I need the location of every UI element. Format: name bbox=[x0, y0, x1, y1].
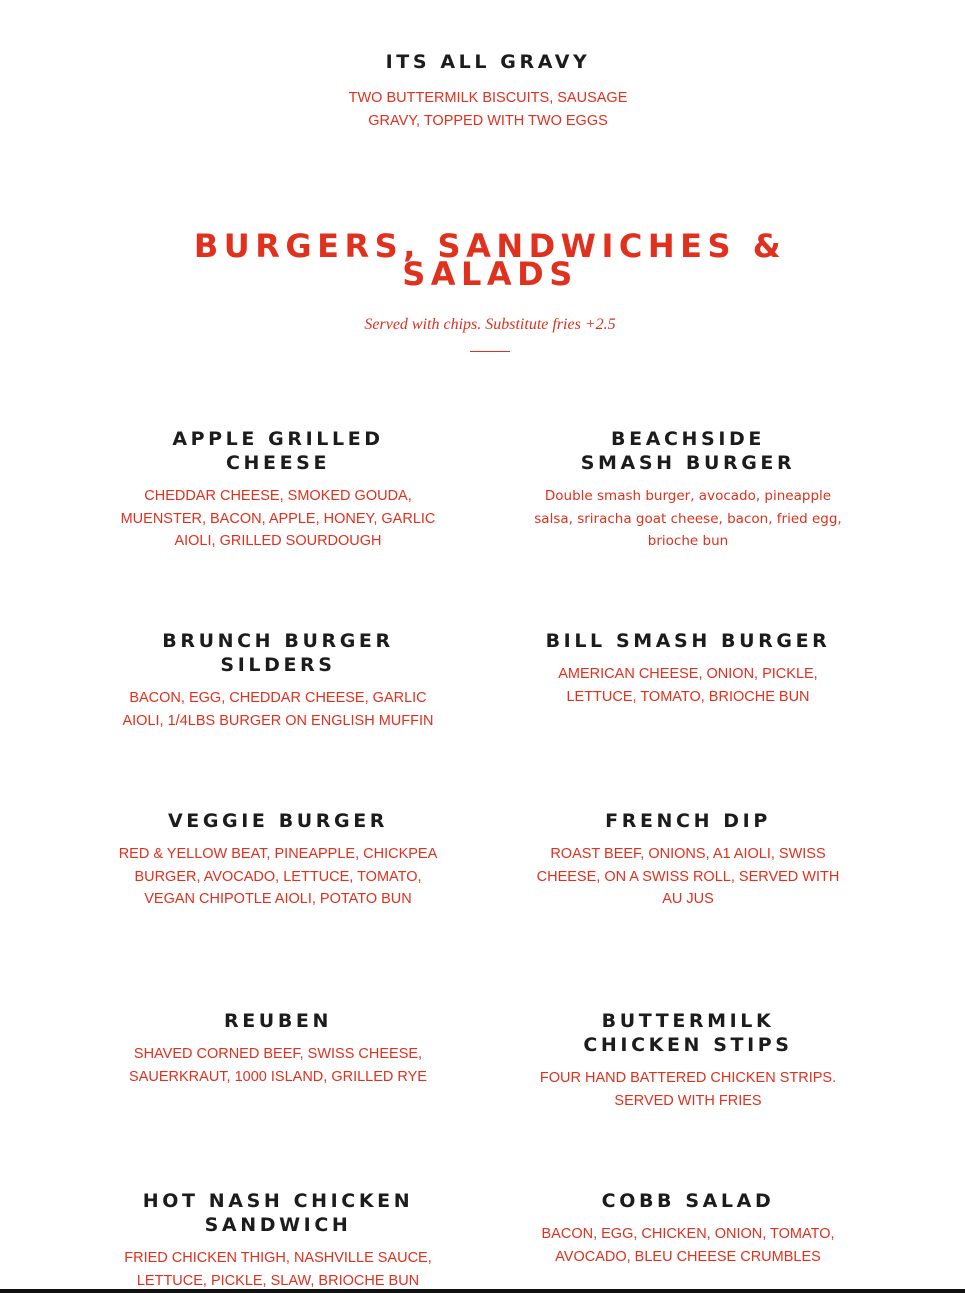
section-title: BURGERS, SANDWICHES & SALADS bbox=[193, 227, 787, 293]
menu-item-title: BRUNCH BURGER SILDERS bbox=[162, 630, 394, 676]
menu-item-description: SHAVED CORNED BEEF, SWISS CHEESE, SAUERKRAUT, 1000 ISLAND, GRILLED RYE bbox=[129, 1046, 427, 1085]
menu-item-title: APPLE GRILLED CHEESE bbox=[172, 428, 384, 474]
menu-item-title: BUTTERMILK CHICKEN STIPS bbox=[583, 1010, 793, 1056]
bottom-edge-bar bbox=[0, 1289, 965, 1293]
menu-item-title: ITS ALL GRAVY bbox=[385, 51, 591, 73]
menu-item-reuben bbox=[118, 1009, 438, 1088]
menu-item-title: BILL SMASH BURGER bbox=[545, 630, 831, 652]
menu-item-hot-nash-chicken-sandwich bbox=[118, 1189, 438, 1292]
menu-item-cobb-salad bbox=[528, 1189, 848, 1268]
menu-item-title: BEACHSIDE SMASH BURGER bbox=[580, 428, 796, 474]
menu-item-description: BACON, EGG, CHICKEN, ONION, TOMATO, AVOCADO, BLEU CHEESE CRUMBLES bbox=[541, 1226, 835, 1265]
section-subtitle: Served with chips. Substitute fries +2.5 bbox=[364, 316, 616, 333]
menu-item-veggie-burger bbox=[118, 809, 438, 911]
menu-item-french-dip bbox=[528, 809, 848, 911]
menu-item-description: ROAST BEEF, ONIONS, A1 AIOLI, SWISS CHEESE, ON A SWISS ROLL, SERVED WITH AU JUS bbox=[536, 846, 840, 907]
section-divider bbox=[470, 351, 510, 352]
menu-item-beachside-smash-burger bbox=[530, 427, 846, 553]
menu-item-brunch-burger-silders bbox=[118, 629, 438, 732]
menu-item-its-all-gravy bbox=[328, 50, 648, 132]
menu-item-title: COBB SALAD bbox=[601, 1190, 775, 1212]
menu-item-title: HOT NASH CHICKEN SANDWICH bbox=[142, 1190, 414, 1236]
menu-item-description: TWO BUTTERMILK BISCUITS, SAUSAGE GRAVY, TOPPED WITH TWO EGGS bbox=[348, 90, 628, 129]
menu-item-description: RED & YELLOW BEAT, PINEAPPLE, CHICKPEA BURGER, AVOCADO, LETTUCE, TOMATO, VEGAN CHIPOTLE AIOLI, POTATO BUN bbox=[118, 846, 438, 907]
menu-item-description: CHEDDAR CHEESE, SMOKED GOUDA, MUENSTER, BACON, APPLE, HONEY, GARLIC AIOLI, GRILLED SOURDOUGH bbox=[120, 488, 436, 549]
menu-item-description: FRIED CHICKEN THIGH, NASHVILLE SAUCE, LETTUCE, PICKLE, SLAW, BRIOCHE BUN bbox=[124, 1250, 432, 1289]
menu-item-buttermilk-chicken-stips bbox=[528, 1009, 848, 1112]
menu-item-description: BACON, EGG, CHEDDAR CHEESE, GARLIC AIOLI, 1/4LBS BURGER ON ENGLISH MUFFIN bbox=[122, 690, 434, 729]
menu-item-description: AMERICAN CHEESE, ONION, PICKLE, LETTUCE, TOMATO, BRIOCHE BUN bbox=[558, 666, 818, 705]
menu-item-title: FRENCH DIP bbox=[605, 810, 771, 832]
menu-item-description: Double smash burger, avocado, pineapple salsa, sriracha goat cheese, bacon, fried egg, brioche bun bbox=[534, 488, 842, 549]
menu-item-title: VEGGIE BURGER bbox=[167, 810, 389, 832]
menu-item-apple-grilled-cheese bbox=[118, 427, 438, 553]
menu-item-bill-smash-burger bbox=[528, 629, 848, 708]
menu-item-description: FOUR HAND BATTERED CHICKEN STRIPS. SERVED WITH FRIES bbox=[539, 1070, 837, 1109]
menu-item-title: REUBEN bbox=[224, 1010, 332, 1032]
